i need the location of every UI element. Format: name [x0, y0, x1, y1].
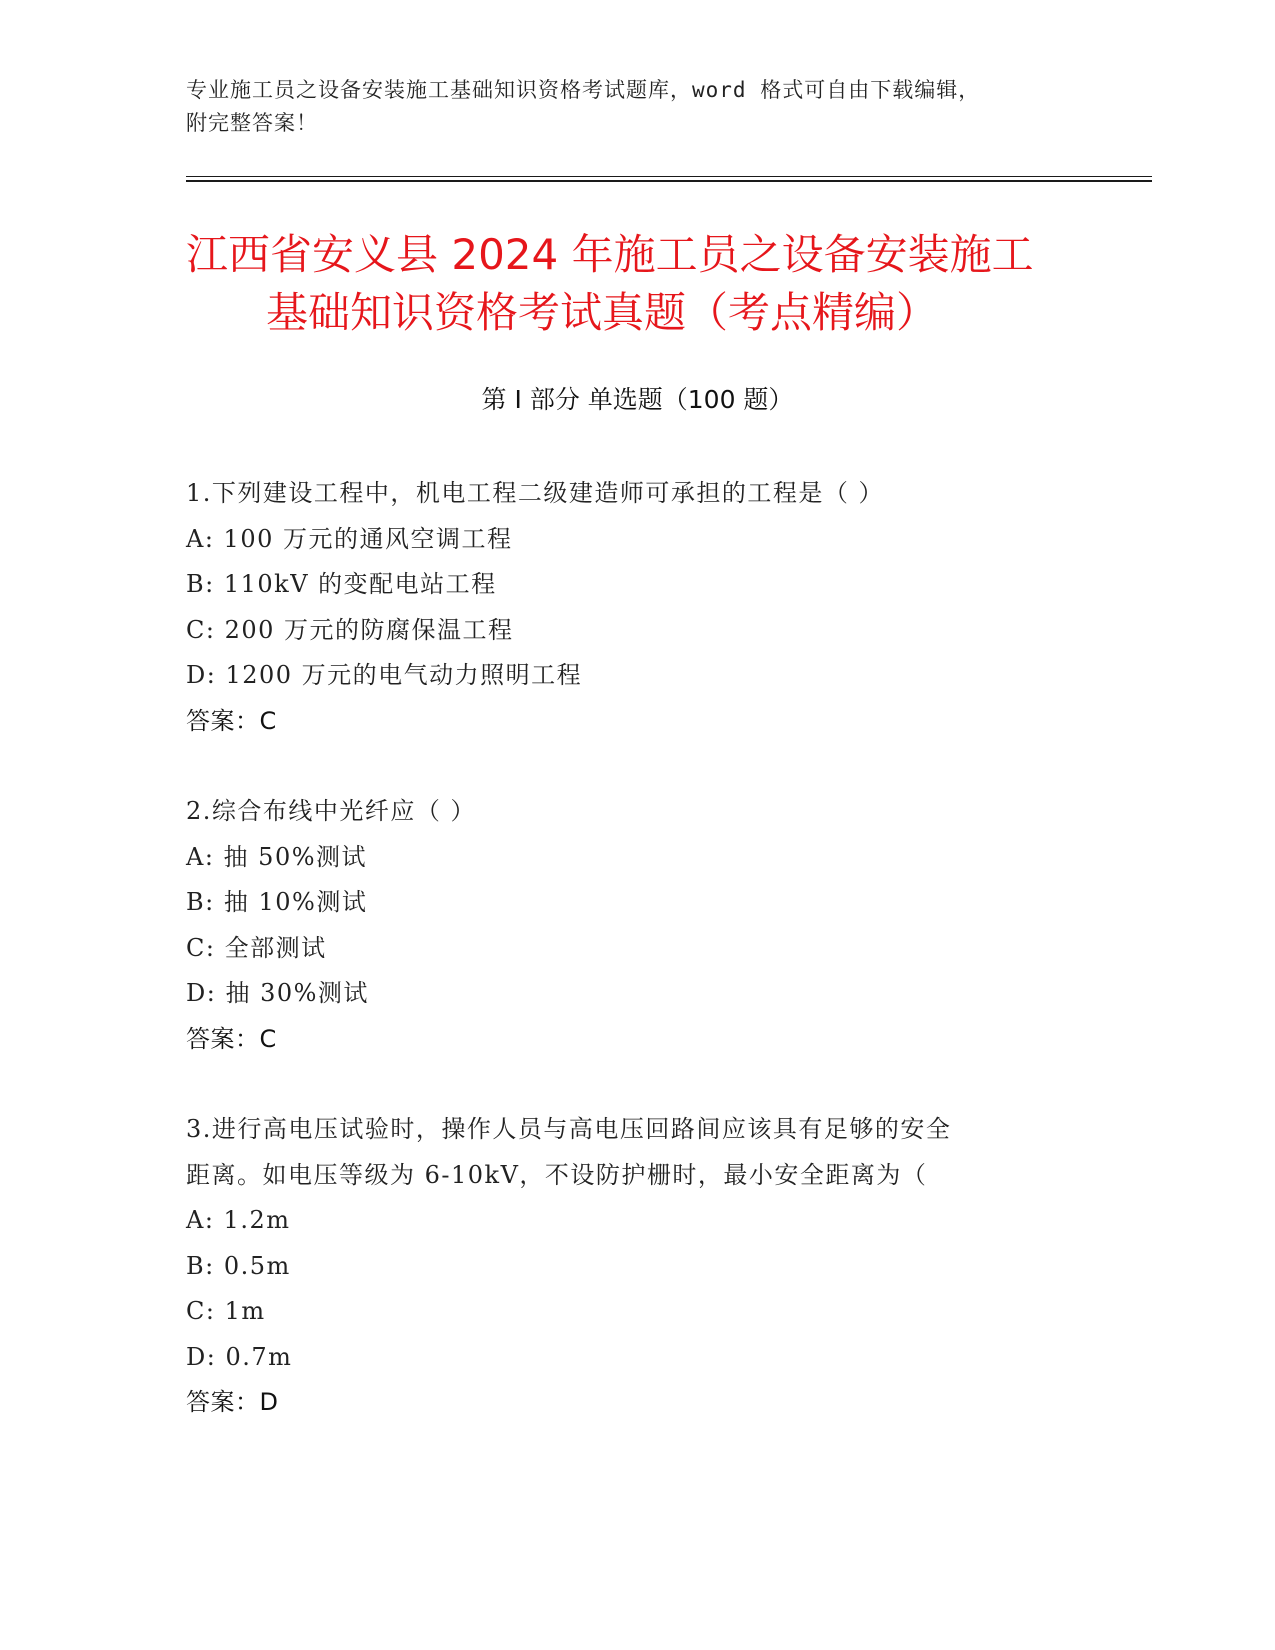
option-d: D: 1200 万元的电气动力照明工程	[186, 661, 583, 689]
question-2	[186, 789, 1086, 1062]
header-note	[186, 74, 1066, 140]
option-d: D: 抽 30%测试	[186, 979, 369, 1007]
document-title	[186, 226, 1106, 342]
document-title-line-2: 基础知识资格考试真题（考点精编）	[266, 288, 939, 337]
answer-label: 答案：C	[186, 706, 277, 735]
header-divider-thin	[186, 176, 1152, 177]
question-3	[186, 1107, 1086, 1426]
option-c: C: 200 万元的防腐保温工程	[186, 615, 514, 644]
option-a: A: 1.2m	[186, 1206, 291, 1234]
document-title-line-1: 江西省安义县 2024 年施工员之设备安装施工	[186, 230, 1034, 279]
option-b: B: 110kV 的变配电站工程	[186, 570, 497, 598]
question-1	[186, 471, 1086, 744]
question-stem-line-1: 3.进行高电压试验时，操作人员与高电压回路间应该具有足够的安全	[186, 1115, 952, 1143]
option-c: C: 全部测试	[186, 933, 327, 962]
option-a: A: 抽 50%测试	[186, 842, 368, 871]
option-b: B: 抽 10%测试	[186, 888, 368, 916]
answer-label: 答案：C	[186, 1024, 277, 1053]
header-note-line-2: 附完整答案！	[186, 111, 318, 135]
question-stem: 1.下列建设工程中，机电工程二级建造师可承担的工程是（ ）	[186, 479, 885, 507]
answer-label: 答案：D	[186, 1388, 279, 1416]
option-b: B: 0.5m	[186, 1251, 291, 1280]
option-a: A: 100 万元的通风空调工程	[186, 524, 513, 553]
section-heading: 第 I 部分 单选题（100 题）	[481, 385, 794, 414]
question-stem: 2.综合布线中光纤应（ ）	[186, 797, 477, 825]
header-divider-thick	[186, 180, 1152, 182]
option-d: D: 0.7m	[186, 1342, 293, 1371]
header-note-line-1: 专业施工员之设备安装施工基础知识资格考试题库，word 格式可自由下载编辑，	[186, 78, 981, 102]
option-c: C: 1m	[186, 1297, 266, 1325]
question-stem-line-2: 距离。如电压等级为 6-10kV，不设防护栅时，最小安全距离为（	[186, 1160, 928, 1189]
